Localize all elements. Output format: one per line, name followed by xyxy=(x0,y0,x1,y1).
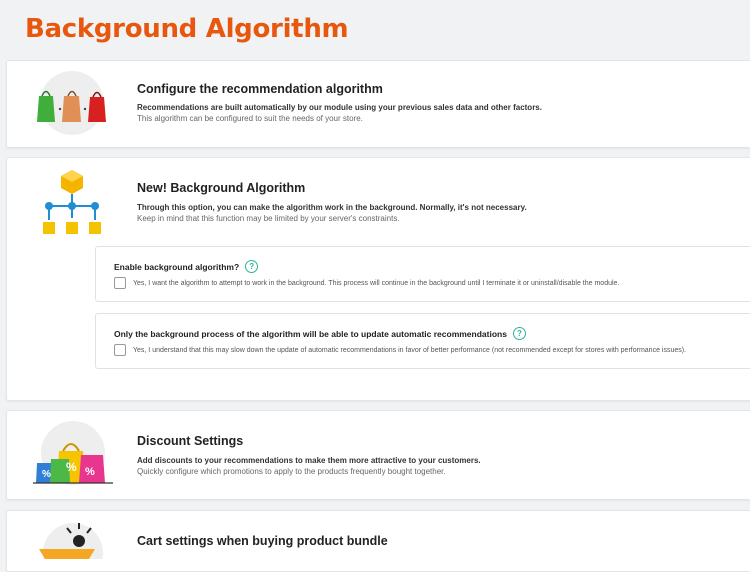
section-title: Configure the recommendation algorithm xyxy=(137,82,383,96)
exclusive-update-option xyxy=(95,313,750,369)
cart-panel xyxy=(6,510,750,572)
description-line: Quickly configure which promotions to apply to the products frequently bought together. xyxy=(137,467,446,476)
section-title: Cart settings when buying product bundle xyxy=(137,534,388,548)
description-line: Add discounts to your recommendations to make them more attractive to your customers. xyxy=(137,456,481,465)
description-line: This algorithm can be configured to suit the needs of your store. xyxy=(137,114,363,123)
description-line: Recommendations are built automatically by our module using your previous sales data and other factors. xyxy=(137,103,542,112)
section-title: Discount Settings xyxy=(137,434,244,448)
help-icon[interactable]: ? xyxy=(245,260,258,273)
checkbox-row[interactable] xyxy=(114,277,619,289)
description-line: Keep in mind that this function may be limited by your server's constraints. xyxy=(137,214,400,223)
background-algorithm-panel xyxy=(6,157,750,401)
enable-background-checkbox[interactable] xyxy=(114,277,126,289)
description-line: Through this option, you can make the algorithm work in the background. Normally, it's not necessary. xyxy=(137,203,527,212)
section-description xyxy=(137,202,527,224)
discount-bags-icon xyxy=(29,419,119,491)
option-label: Only the background process of the algorithm will be able to update automatic recommendations xyxy=(114,328,507,339)
checkbox-label[interactable]: Yes, I want the algorithm to attempt to work in the background. This process will continue in the background until I terminate it or uninstall/disable the module. xyxy=(133,279,620,287)
exclusive-update-checkbox[interactable] xyxy=(114,344,126,356)
shopping-bags-icon xyxy=(27,69,117,139)
cart-icon xyxy=(29,519,119,559)
option-title xyxy=(114,260,258,273)
option-label: Enable background algorithm? xyxy=(114,261,240,272)
recommendation-panel xyxy=(6,60,750,148)
checkbox-label[interactable]: Yes, I understand that this may slow down the update of automatic recommendations in favor of better performance (not recommended except for stores with performance issues). xyxy=(133,346,687,354)
section-description xyxy=(137,455,481,477)
svg-text:%: % xyxy=(66,460,77,474)
enable-background-option xyxy=(95,246,750,302)
discount-panel xyxy=(6,410,750,500)
page-title: Background Algorithm xyxy=(25,14,349,44)
svg-text:%: % xyxy=(42,469,51,480)
option-title xyxy=(114,327,526,340)
help-icon[interactable]: ? xyxy=(513,327,526,340)
checkbox-row[interactable] xyxy=(114,344,686,356)
hierarchy-diagram-icon xyxy=(39,168,103,236)
section-title: New! Background Algorithm xyxy=(137,181,306,195)
svg-text:%: % xyxy=(85,466,95,478)
section-description xyxy=(137,102,542,124)
